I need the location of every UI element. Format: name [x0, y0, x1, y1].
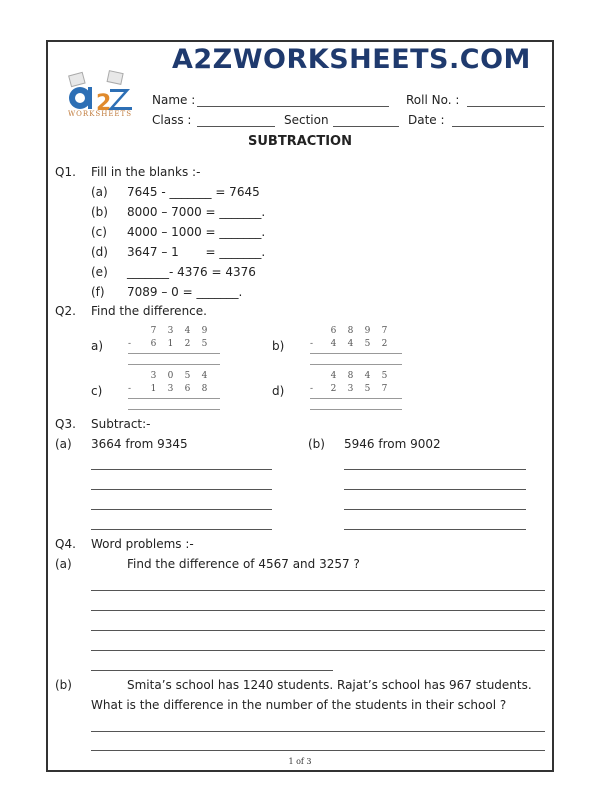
q2-d-top: 4 8 4 5 — [330, 371, 388, 381]
q2-d-answer[interactable] — [310, 409, 402, 410]
q3-a-line-1[interactable] — [91, 469, 272, 470]
q3-a-label: (a) — [55, 437, 72, 451]
q2-c-top: 3 0 5 4 — [150, 371, 208, 381]
q3-b-line-2[interactable] — [344, 489, 526, 490]
q4-a-label: (a) — [55, 557, 72, 571]
q3-b-line-4[interactable] — [344, 529, 526, 530]
q4-b-line-2[interactable] — [91, 750, 545, 751]
q2-c-label: c) — [91, 384, 103, 398]
q4-a-line-5[interactable] — [91, 670, 333, 671]
q1-b-label: (b) — [91, 205, 108, 219]
site-title: A2ZWORKSHEETS.COM — [172, 44, 531, 75]
class-label: Class : — [152, 113, 192, 127]
q2-d-label: d) — [272, 384, 285, 398]
q1-f-text: 7089 – 0 = _______. — [127, 285, 243, 299]
svg-text:2: 2 — [96, 91, 112, 114]
q1-c-text: 4000 – 1000 = _______. — [127, 225, 266, 239]
q3-number: Q3. — [55, 417, 76, 431]
q1-b-text: 8000 – 7000 = _______. — [127, 205, 266, 219]
q4-number: Q4. — [55, 537, 76, 551]
q2-d-sign: - — [310, 384, 314, 394]
q2-a-bottom: 6 1 2 5 — [150, 339, 208, 349]
q1-a-label: (a) — [91, 185, 108, 199]
q4-a-line-1[interactable] — [91, 590, 545, 591]
q1-a-text: 7645 - _______ = 7645 — [127, 185, 260, 199]
q4-a-line-3[interactable] — [91, 630, 545, 631]
section-label: Section — [284, 113, 329, 127]
q2-b-top: 6 8 9 7 — [330, 326, 388, 336]
worksheet-border — [46, 40, 554, 772]
q4-b-line-1[interactable] — [91, 731, 545, 732]
q1-c-label: (c) — [91, 225, 107, 239]
q2-number: Q2. — [55, 304, 76, 318]
q3-a-line-4[interactable] — [91, 529, 272, 530]
q2-b-answer[interactable] — [310, 364, 402, 365]
q1-d-label: (d) — [91, 245, 108, 259]
q1-e-text: _______- 4376 = 4376 — [127, 265, 256, 279]
q2-a-rule — [128, 353, 220, 354]
date-blank[interactable] — [452, 126, 544, 127]
worksheet-title: SUBTRACTION — [248, 134, 352, 149]
q2-a-answer[interactable] — [128, 364, 220, 365]
q2-a-top: 7 3 4 9 — [150, 326, 208, 336]
name-label: Name : — [152, 93, 196, 107]
class-blank[interactable] — [197, 126, 275, 127]
q2-a-sign: - — [128, 339, 132, 349]
q1-d-text: 3647 – 1 = _______. — [127, 245, 266, 259]
logo-caption: WORKSHEETS — [67, 110, 133, 118]
q2-c-sign: - — [128, 384, 132, 394]
q2-b-label: b) — [272, 339, 285, 353]
roll-label: Roll No. : — [406, 93, 460, 107]
page-footer: 1 of 3 — [288, 757, 312, 766]
roll-blank[interactable] — [467, 106, 545, 107]
q2-c-rule — [128, 398, 220, 399]
q1-e-label: (e) — [91, 265, 108, 279]
q2-c-answer[interactable] — [128, 409, 220, 410]
q3-a-text: 3664 from 9345 — [91, 437, 188, 451]
q2-c-bottom: 1 3 6 8 — [150, 384, 208, 394]
q3-a-line-2[interactable] — [91, 489, 272, 490]
date-label: Date : — [408, 113, 445, 127]
q3-b-text: 5946 from 9002 — [344, 437, 441, 451]
q1-f-label: (f) — [91, 285, 105, 299]
q3-text: Subtract:- — [91, 417, 151, 431]
name-blank[interactable] — [197, 106, 389, 107]
q4-b-text-2: What is the difference in the number of the students in their school ? — [91, 698, 507, 712]
q3-b-label: (b) — [308, 437, 325, 451]
q2-b-bottom: 4 4 5 2 — [330, 339, 388, 349]
q3-a-line-3[interactable] — [91, 509, 272, 510]
q3-b-line-3[interactable] — [344, 509, 526, 510]
q1-text: Fill in the blanks :- — [91, 165, 201, 179]
q4-a-line-2[interactable] — [91, 610, 545, 611]
a2z-logo — [60, 70, 140, 122]
q4-b-text-1: Smita’s school has 1240 students. Rajat’s school has 967 students. — [127, 678, 532, 692]
section-blank[interactable] — [333, 126, 399, 127]
q4-b-label: (b) — [55, 678, 72, 692]
q2-a-label: a) — [91, 339, 104, 353]
q2-d-rule — [310, 398, 402, 399]
q4-text: Word problems :- — [91, 537, 194, 551]
q3-b-line-1[interactable] — [344, 469, 526, 470]
q2-b-sign: - — [310, 339, 314, 349]
q2-text: Find the difference. — [91, 304, 207, 318]
q1-number: Q1. — [55, 165, 76, 179]
q4-a-text: Find the difference of 4567 and 3257 ? — [127, 557, 360, 571]
q2-d-bottom: 2 3 5 7 — [330, 384, 388, 394]
q4-a-line-4[interactable] — [91, 650, 545, 651]
q2-b-rule — [310, 353, 402, 354]
